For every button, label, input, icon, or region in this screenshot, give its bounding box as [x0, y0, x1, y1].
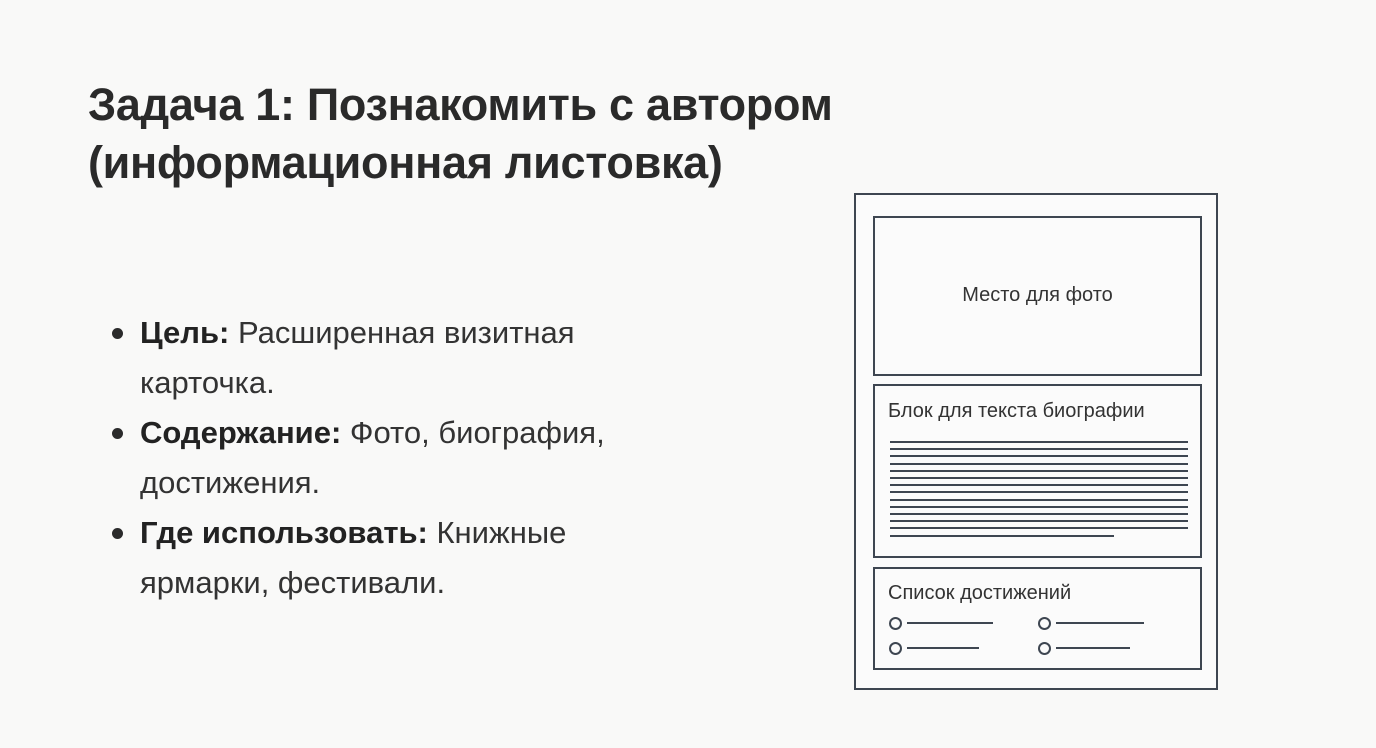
bullet-usage	[110, 508, 690, 608]
placeholder-text-line	[890, 455, 1188, 457]
slide-title-line-2: (информационная листовка)	[88, 137, 723, 188]
bullet-usage-line-1	[140, 508, 690, 558]
bullet-usage-text: Книжные	[427, 515, 567, 550]
placeholder-line	[1056, 647, 1130, 649]
bullet-content-label: Содержание:	[140, 415, 342, 450]
slide-title-line-1: Задача 1: Познакомить с автором	[88, 79, 833, 130]
placeholder-text-line	[890, 441, 1188, 443]
biography-text-box	[873, 384, 1202, 558]
placeholder-line	[1056, 622, 1144, 624]
bullet-usage-line-2: ярмарки, фестивали.	[140, 565, 446, 600]
list-bullet-icon	[889, 617, 902, 630]
bullet-goal-line-2: карточка.	[140, 365, 275, 400]
photo-placeholder-box	[873, 216, 1202, 376]
placeholder-text-line	[890, 470, 1188, 472]
achievements-list-box	[873, 567, 1202, 670]
bullet-goal	[110, 308, 690, 408]
list-bullet-icon	[1038, 617, 1051, 630]
bullet-goal-label: Цель:	[140, 315, 230, 350]
placeholder-text-line	[890, 513, 1188, 515]
bullet-content-line-2: достижения.	[140, 465, 321, 500]
placeholder-text-line	[890, 477, 1188, 479]
placeholder-text-line	[890, 448, 1188, 450]
placeholder-text-line	[890, 520, 1188, 522]
bullet-goal-line-1	[140, 308, 690, 358]
bullet-content-line-1	[140, 408, 690, 458]
placeholder-text-line	[890, 484, 1188, 486]
placeholder-text-line	[890, 463, 1188, 465]
list-bullet-icon	[1038, 642, 1051, 655]
achievements-box-label: Список достижений	[888, 582, 1072, 604]
bullet-list	[110, 308, 690, 608]
placeholder-text-line	[890, 535, 1114, 537]
placeholder-text-line	[890, 491, 1188, 493]
list-bullet-icon	[889, 642, 902, 655]
slide-title	[88, 76, 988, 192]
bullet-goal-text: Расширенная визитная	[229, 315, 575, 350]
bullet-usage-label: Где использовать:	[140, 515, 428, 550]
photo-placeholder-label: Место для фото	[962, 284, 1113, 306]
placeholder-line	[907, 622, 993, 624]
biography-box-label: Блок для текста биографии	[888, 400, 1145, 422]
placeholder-text-line	[890, 506, 1188, 508]
bullet-content	[110, 408, 690, 508]
placeholder-text-line	[890, 499, 1188, 501]
bullet-content-text: Фото, биография,	[341, 415, 605, 450]
placeholder-text-line	[890, 527, 1188, 529]
placeholder-line	[907, 647, 979, 649]
